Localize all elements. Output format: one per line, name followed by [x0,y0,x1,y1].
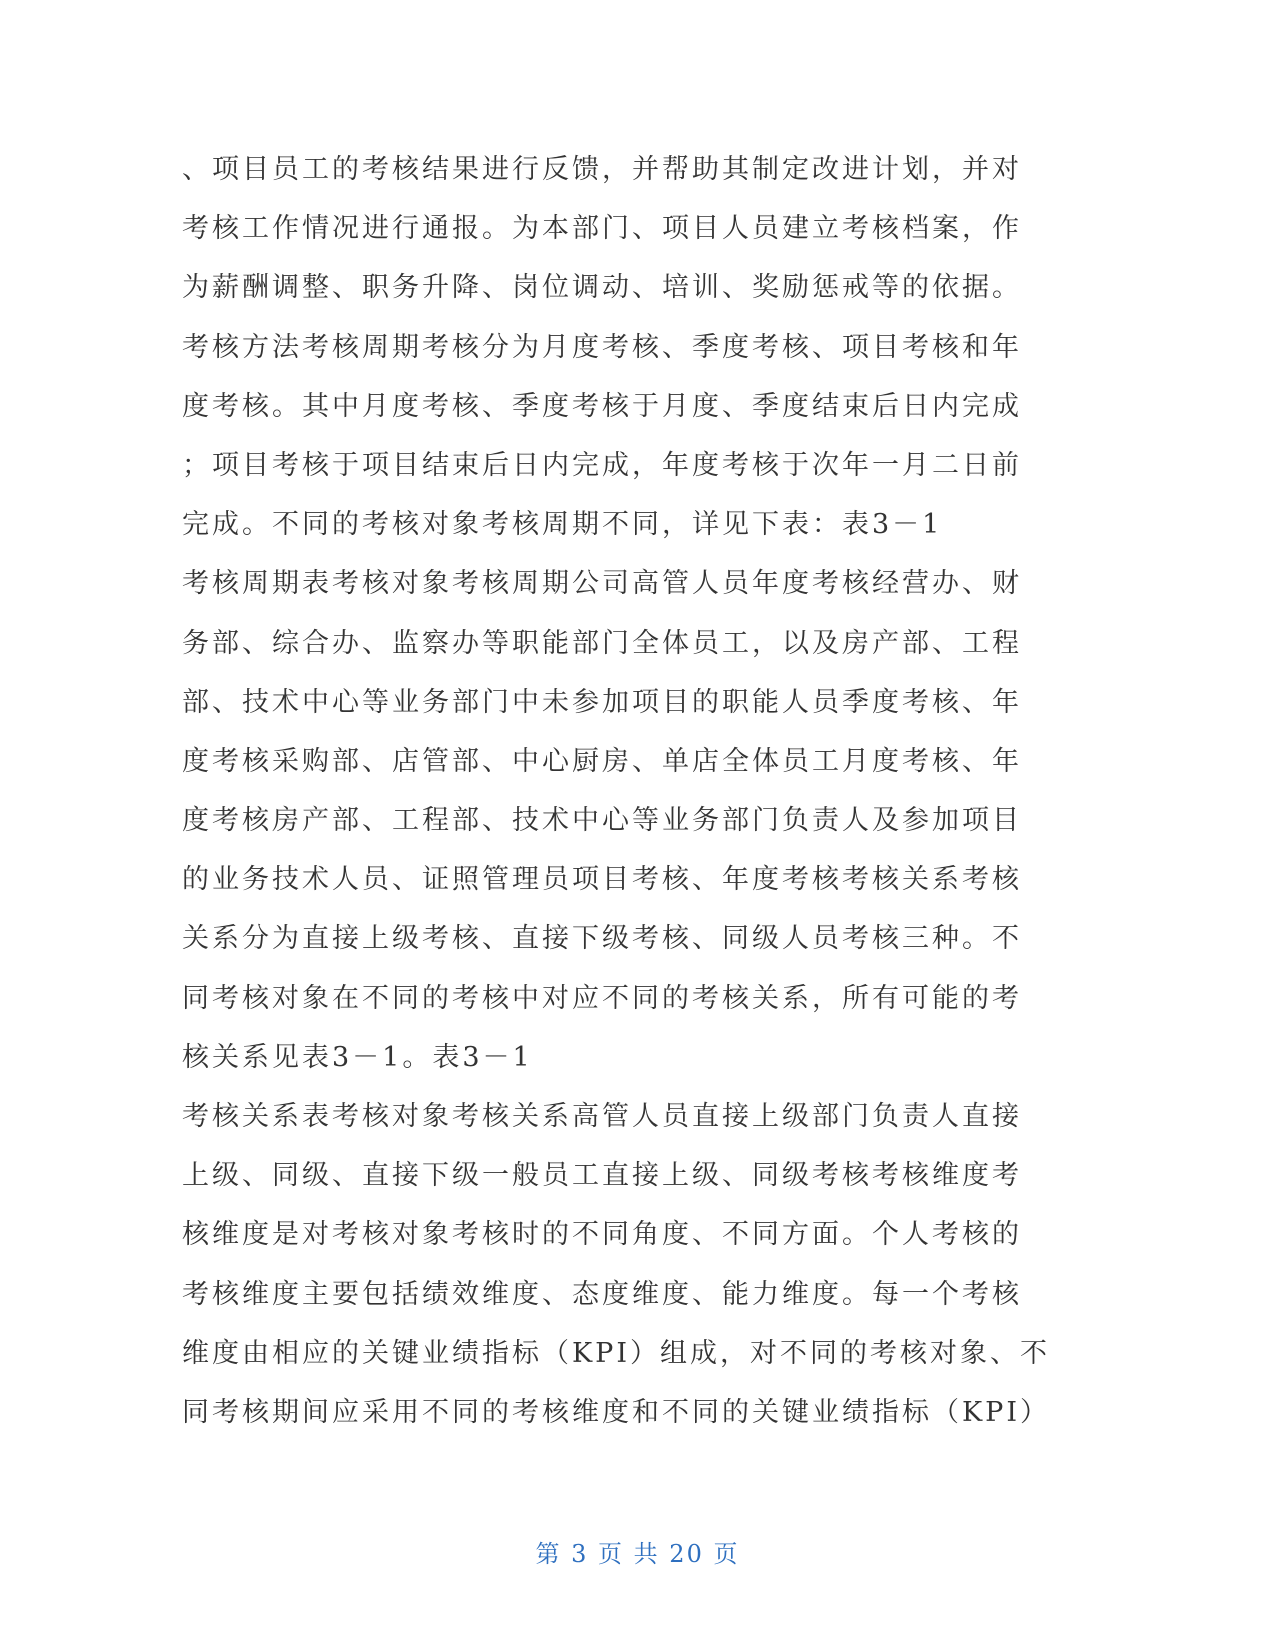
text-line: 的业务技术人员、证照管理员项目考核、年度考核考核关系考核 [182,864,1022,896]
text-line: 度考核。其中月度考核、季度考核于月度、季度结束后日内完成 [182,390,1022,422]
text-line: 度考核采购部、店管部、中心厨房、单店全体员工月度考核、年 [182,745,1022,777]
text-line: 务部、综合办、监察办等职能部门全体员工，以及房产部、工程 [182,627,1022,659]
text-line: 上级、同级、直接下级一般员工直接上级、同级考核考核维度考 [182,1160,1022,1192]
text-line: 同考核对象在不同的考核中对应不同的考核关系，所有可能的考 [182,982,1022,1014]
text-line: 考核工作情况进行通报。为本部门、项目人员建立考核档案，作 [182,213,1022,245]
body-text [182,140,1051,1442]
text-line: 完成。不同的考核对象考核周期不同，详见下表：表3－1 [182,509,943,541]
text-line: 考核维度主要包括绩效维度、态度维度、能力维度。每一个考核 [182,1278,1022,1310]
text-line: 维度由相应的关键业绩指标（KPI）组成，对不同的考核对象、不 [182,1337,1051,1369]
text-line: 考核关系表考核对象考核关系高管人员直接上级部门负责人直接 [182,1101,1022,1132]
text-line: 、项目员工的考核结果进行反馈，并帮助其制定改进计划，并对 [182,154,1022,185]
text-line: 度考核房产部、工程部、技术中心等业务部门负责人及参加项目 [182,805,1022,837]
text-line: 核维度是对考核对象考核时的不同角度、不同方面。个人考核的 [182,1219,1022,1251]
text-line: 关系分为直接上级考核、直接下级考核、同级人员考核三种。不 [182,923,1022,955]
text-line: 核关系见表3－1。表3－1 [182,1041,533,1073]
text-line: 考核方法考核周期考核分为月度考核、季度考核、项目考核和年 [182,331,1022,363]
text-line: 为薪酬调整、职务升降、岗位调动、培训、奖励惩戒等的依据。 [182,272,1022,304]
text-line: 同考核期间应采用不同的考核维度和不同的关键业绩指标（KPI） [182,1396,1051,1428]
text-line: 部、技术中心等业务部门中未参加项目的职能人员季度考核、年 [182,686,1022,718]
text-line: 考核周期表考核对象考核周期公司高管人员年度考核经营办、财 [182,568,1022,600]
text-line: ；项目考核于项目结束后日内完成，年度考核于次年一月二日前 [182,449,1022,481]
page-number-footer: 第 3 页 共 20 页 [535,1540,740,1568]
